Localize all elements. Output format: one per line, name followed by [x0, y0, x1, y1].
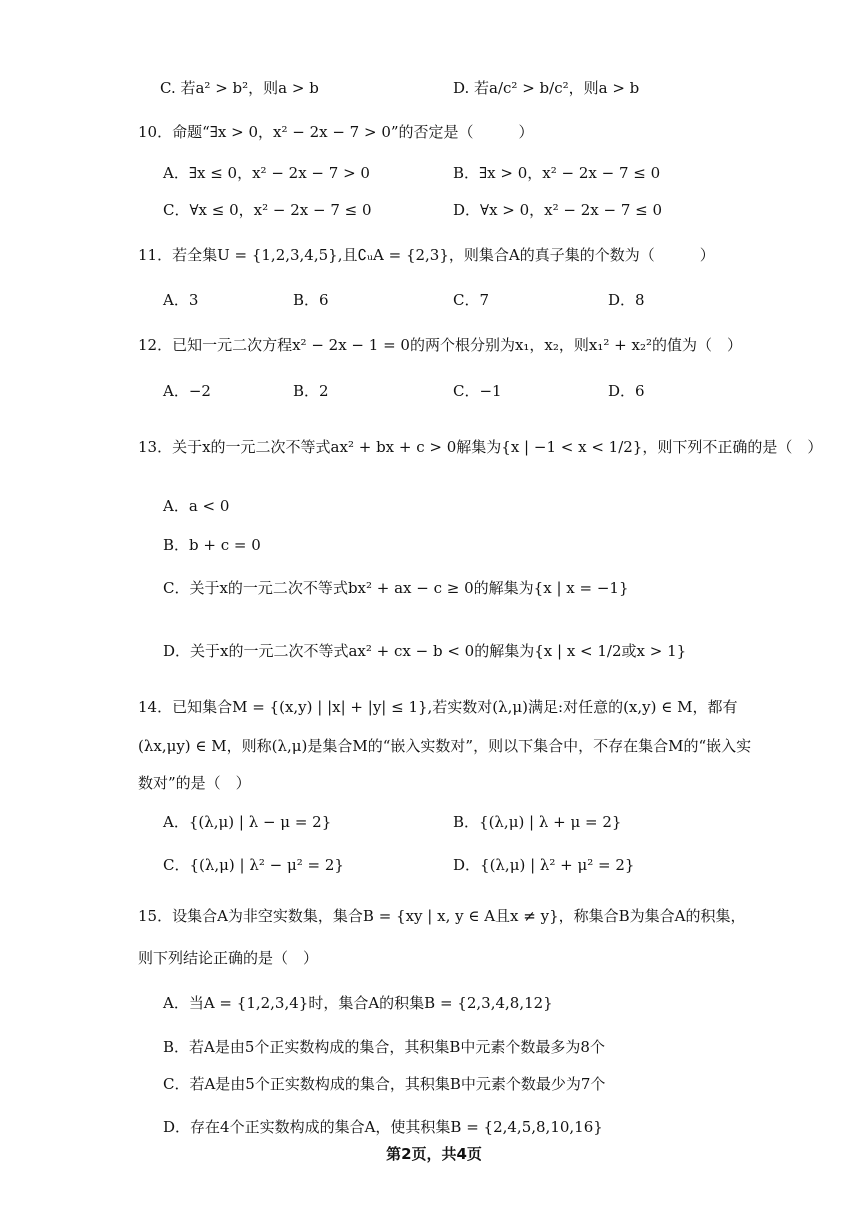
question-14-option-c: C．{(λ,μ) | λ² − μ² = 2} — [163, 856, 344, 874]
question-15-option-b: B．若A是由5个正实数构成的集合，其积集B中元素个数最多为8个 — [163, 1038, 605, 1056]
question-15-option-d: D．存在4个正实数构成的集合A，使其积集B = {2,4,5,8,10,16} — [163, 1118, 603, 1136]
question-11-option-a: A．3 — [163, 291, 199, 309]
question-11-option-c: C．7 — [453, 291, 490, 309]
question-10-option-a: A．∃x ≤ 0，x² − 2x − 7 > 0 — [163, 164, 370, 182]
question-10-option-d: D．∀x > 0，x² − 2x − 7 ≤ 0 — [453, 201, 663, 219]
question-10-option-c: C．∀x ≤ 0，x² − 2x − 7 ≤ 0 — [163, 201, 372, 219]
question-11-option-b: B．6 — [293, 291, 329, 309]
question-14-stem-line-1: 14．已知集合M = {(x,y) | |x| + |y| ≤ 1},若实数对(λ,μ)满足:对任意的(x,y) ∈ M，都有 — [138, 698, 738, 716]
question-10-stem: 10．命题“∃x > 0，x² − 2x − 7 > 0”的否定是（ ） — [138, 123, 534, 141]
question-12-option-a: A．−2 — [163, 382, 211, 400]
question-13-option-d: D．关于x的一元二次不等式ax² + cx − b < 0的解集为{x | x < 1/2或x > 1} — [163, 642, 687, 660]
question-15-stem-line-1: 15．设集合A为非空实数集，集合B = {xy | x, y ∈ A且x ≠ y}，称集合B为集合A的积集， — [138, 907, 746, 925]
question-14-option-a: A．{(λ,μ) | λ − μ = 2} — [163, 813, 332, 831]
option-d-prev: D. 若a/c² > b/c²，则a > b — [453, 79, 640, 97]
question-15-stem-line-2: 则下列结论正确的是（ ） — [138, 949, 319, 967]
question-15-option-c: C．若A是由5个正实数构成的集合，其积集B中元素个数最少为7个 — [163, 1075, 606, 1093]
question-11-option-d: D．8 — [608, 291, 645, 309]
question-13-stem: 13．关于x的一元二次不等式ax² + bx + c > 0解集为{x | −1 < x < 1/2}，则下列不正确的是（ ） — [138, 438, 823, 456]
question-12-option-d: D．6 — [608, 382, 645, 400]
question-12-option-c: C．−1 — [453, 382, 502, 400]
question-14-stem-line-2: (λx,μy) ∈ M，则称(λ,μ)是集合M的“嵌入实数对”，则以下集合中，不存在集合M的“嵌入实 — [138, 737, 752, 755]
question-14-option-b: B．{(λ,μ) | λ + μ = 2} — [453, 813, 622, 831]
question-13-option-c: C．关于x的一元二次不等式bx² + ax − c ≥ 0的解集为{x | x = −1} — [163, 579, 629, 597]
question-15-option-a: A．当A = {1,2,3,4}时，集合A的积集B = {2,3,4,8,12} — [163, 994, 553, 1012]
question-12-option-b: B．2 — [293, 382, 329, 400]
question-13-option-b: B．b + c = 0 — [163, 536, 261, 554]
question-13-option-a: A．a < 0 — [163, 497, 230, 515]
question-12-stem: 12．已知一元二次方程x² − 2x − 1 = 0的两个根分别为x₁，x₂，则x₁² + x₂²的值为（ ） — [138, 336, 742, 354]
page-footer: 第2页，共4页 — [386, 1145, 482, 1163]
question-10-option-b: B．∃x > 0，x² − 2x − 7 ≤ 0 — [453, 164, 661, 182]
option-c-prev: C. 若a² > b²，则a > b — [160, 79, 319, 97]
question-14-stem-line-3: 数对”的是（ ） — [138, 774, 251, 792]
question-11-stem: 11．若全集U = {1,2,3,4,5},且∁ᵤA = {2,3}，则集合A的真子集的个数为（ ） — [138, 246, 715, 264]
question-14-option-d: D．{(λ,μ) | λ² + μ² = 2} — [453, 856, 635, 874]
